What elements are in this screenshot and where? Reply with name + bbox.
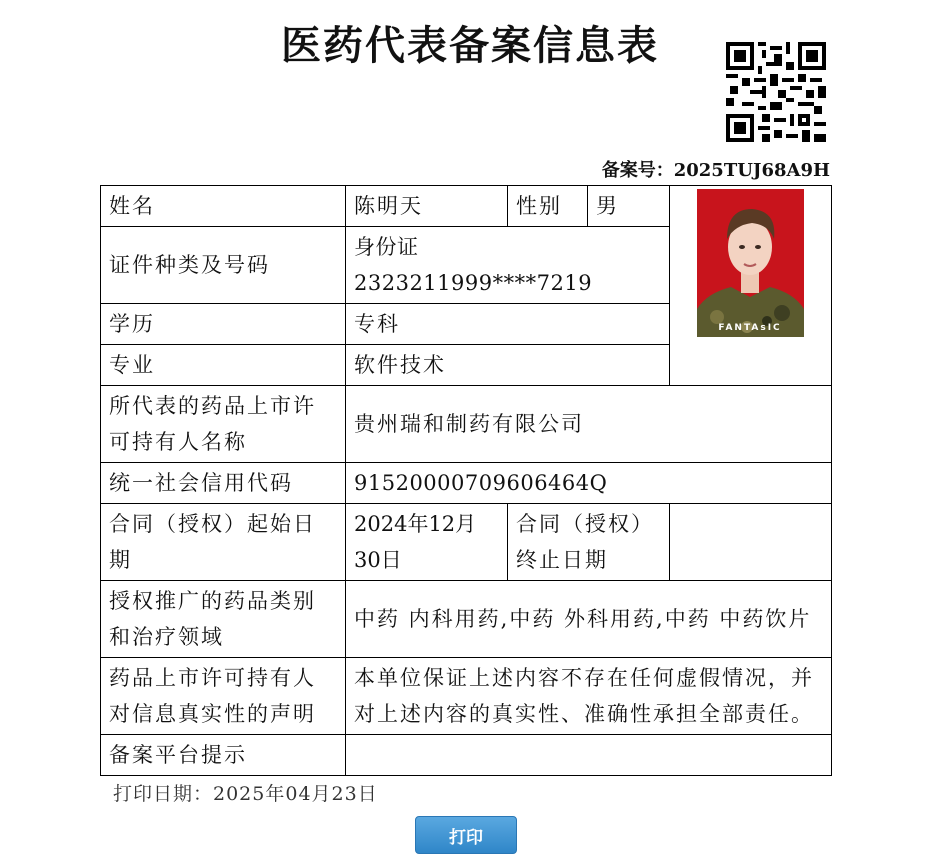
photo-cell [670,186,832,386]
education-value: 专科 [346,304,670,345]
holder-value: 贵州瑞和制药有限公司 [346,386,832,463]
qr-code-icon [726,42,826,142]
print-date: 打印日期：2025年04月23日 [113,783,378,805]
print-button[interactable]: 打印 [415,816,517,854]
major-label: 专业 [101,345,346,386]
contract-start-label: 合同（授权）起始日期 [101,504,346,581]
gender-label: 性别 [508,186,588,227]
contract-end-label: 合同（授权）终止日期 [508,504,670,581]
record-form-table [100,185,832,776]
holder-label: 所代表的药品上市许可持有人名称 [101,386,346,463]
platform-tip-value [346,735,832,776]
page-title: 医药代表备案信息表 [281,22,659,69]
scope-label: 授权推广的药品类别和治疗领域 [101,581,346,658]
name-label: 姓名 [101,186,346,227]
gender-value: 男 [588,186,670,227]
photo-caption: FANTAsIC [718,323,782,333]
name-value: 陈明天 [346,186,508,227]
major-value: 软件技术 [346,345,670,386]
education-label: 学历 [101,304,346,345]
declaration-label: 药品上市许可持有人对信息真实性的声明 [101,658,346,735]
platform-tip-label: 备案平台提示 [101,735,346,776]
id-label: 证件种类及号码 [101,227,346,304]
credit-code-label: 统一社会信用代码 [101,463,346,504]
contract-end-value [670,504,832,581]
contract-start-value: 2024年12月30日 [346,504,508,581]
record-number: 备案号：2025TUJ68A9H [601,160,830,181]
id-value: 身份证 2323211999****7219 [346,227,670,304]
credit-code-value: 91520000709606464Q [346,463,832,504]
declaration-value: 本单位保证上述内容不存在任何虚假情况，并对上述内容的真实性、准确性承担全部责任。 [346,658,832,735]
scope-value: 中药 内科用药,中药 外科用药,中药 中药饮片 [346,581,832,658]
id-photo [697,189,804,337]
